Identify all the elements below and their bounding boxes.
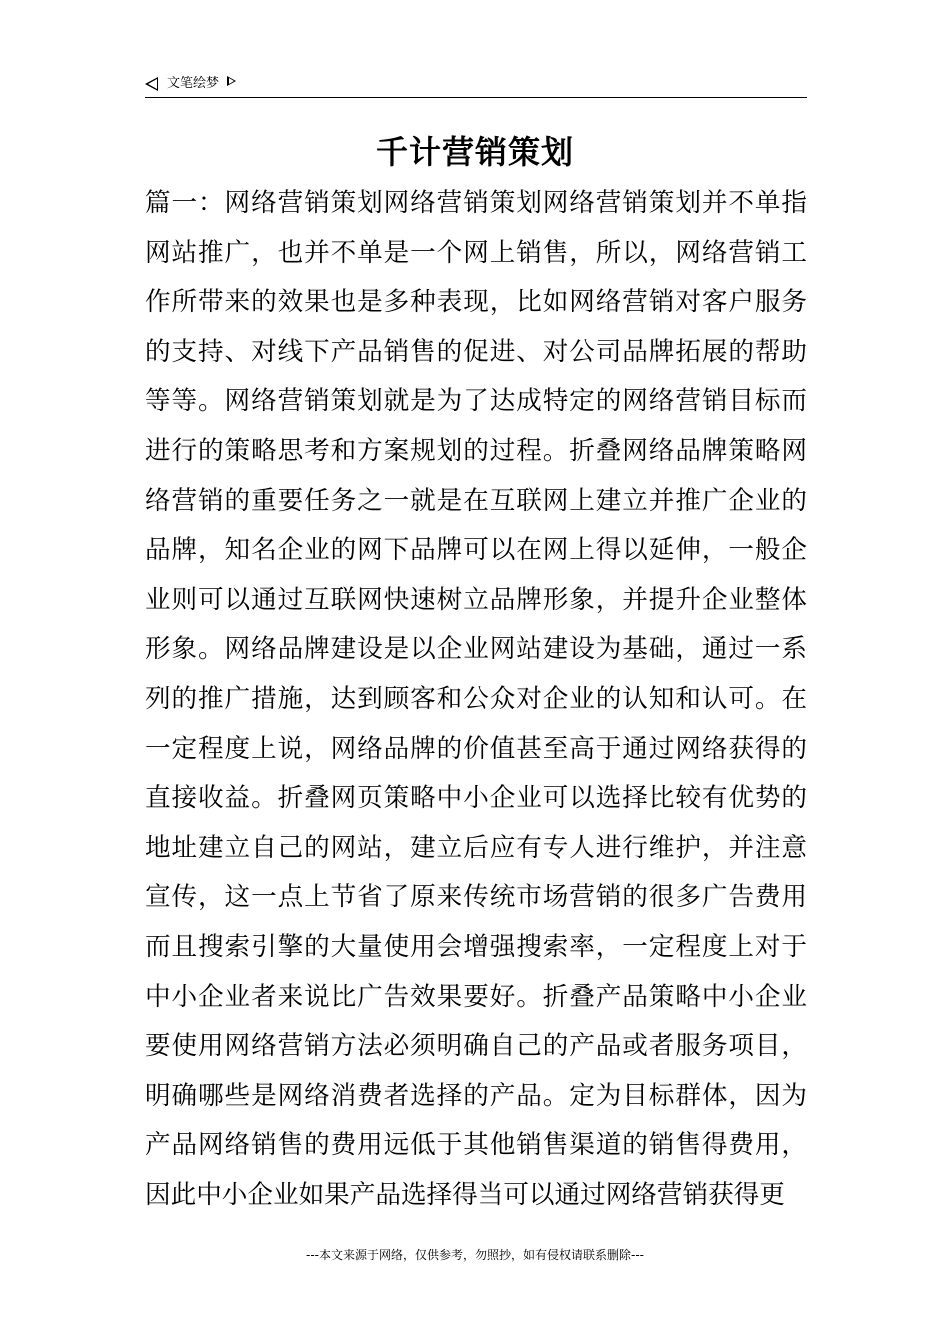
document-body: 篇一：网络营销策划网络营销策划网络营销策划并不单指网站推广，也并不单是一个网上销售，所以，网络营销工作所带来的效果也是多种表现，比如网络营销对客户服务的支持、对线下产品销售的促进、对公司品牌拓展的帮助等等。网络营销策划就是为了达成特定的网络营销目标而进行的策略思考和方案规划的过程。折叠网络品牌策略网络营销的重要任务之一就是在互联网上建立并推广企业的品牌，知名企业的网下品牌可以在网上得以延伸，一般企业则可以通过互联网快速树立品牌形象，并提升企业整体形象。网络品牌建设是以企业网站建设为基础，通过一系列的推广措施，达到顾客和公众对企业的认知和认可。在一定程度上说，网络品牌的价值甚至高于通过网络获得的直接收益。折叠网页策略中小企业可以选择比较有优势的地址建立自己的网站，建立后应有专人进行维护，并注意宣传，这一点上节省了原来传统市场营销的很多广告费用而且搜索引擎的大量使用会增强搜索率，一定程度上对于中小企业者来说比广告效果要好。折叠产品策略中小企业要使用网络营销方法必须明确自己的产品或者服务项目，明确哪些是网络消费者选择的产品。定为目标群体，因为产品网络销售的费用远低于其他销售渠道的销售得费用，因此中小企业如果产品选择得当可以通过网络营销获得更 (145, 188, 807, 1210)
document-title: 千计营销策划 (375, 133, 574, 171)
header-brand-text: 文笔绘梦 (167, 76, 220, 91)
page-header (145, 72, 807, 98)
footer-notice: ---本文来源于网络，仅供参考，勿照抄，如有侵权请联系删除--- (306, 1248, 644, 1262)
header-brand-group (145, 76, 236, 92)
triangle-left-icon (145, 77, 158, 91)
triangle-right-icon (227, 76, 236, 86)
